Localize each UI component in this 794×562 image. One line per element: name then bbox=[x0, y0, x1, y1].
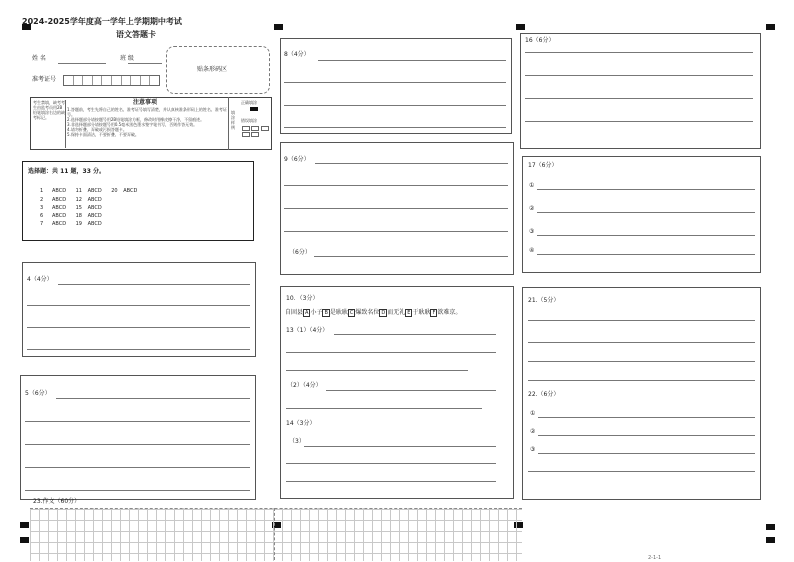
answer-line[interactable] bbox=[528, 342, 755, 343]
timing-mark bbox=[20, 522, 29, 528]
class-field[interactable] bbox=[128, 63, 162, 64]
answer-line[interactable] bbox=[537, 189, 755, 190]
answer-line[interactable] bbox=[284, 127, 506, 128]
answer-line[interactable] bbox=[25, 421, 250, 422]
answer-line[interactable] bbox=[286, 463, 496, 464]
answer-line[interactable] bbox=[284, 82, 506, 83]
wrong-fill-label: 错误填涂 bbox=[241, 118, 257, 123]
timing-mark bbox=[766, 537, 775, 543]
answer-line[interactable] bbox=[318, 60, 506, 61]
q5-label: 5（6分） bbox=[25, 390, 51, 397]
id-number-boxes[interactable] bbox=[63, 75, 160, 86]
name-field[interactable] bbox=[58, 63, 106, 64]
answer-line[interactable] bbox=[284, 185, 508, 186]
notice-items bbox=[67, 107, 227, 137]
q16-answer-box bbox=[520, 33, 761, 149]
q10-label: 10．（3分） bbox=[286, 295, 319, 302]
q13-label: 13（1）（4分） bbox=[286, 327, 329, 334]
fill-example-label: 填涂样例 bbox=[231, 110, 235, 130]
q22-mark-2: ② bbox=[530, 428, 536, 435]
answer-line[interactable] bbox=[537, 212, 755, 213]
barcode-label: 贴条形码区 bbox=[197, 66, 228, 73]
answer-line[interactable] bbox=[27, 305, 250, 306]
notice-item: 2.选择题部分请按题号用2B铅笔填涂方框，修改时用橡皮擦干净，不留痕迹。 bbox=[67, 117, 205, 122]
choice-row[interactable]: 1 ABCD 11 ABCD 20 ABCD bbox=[40, 188, 138, 194]
q10-sentence[interactable]: 自固县 A 小子 B 是耿耿 C 爆致名位 D 而无礼 E 于耿耿 F 欲难京。 bbox=[285, 309, 462, 316]
essay-grid[interactable] bbox=[30, 508, 522, 561]
class-label: 班 级 bbox=[120, 55, 134, 62]
timing-mark bbox=[20, 537, 29, 543]
q17-mark-2: ② bbox=[529, 205, 535, 212]
answer-line[interactable] bbox=[284, 231, 508, 232]
answer-line[interactable] bbox=[56, 398, 250, 399]
q8-answer-box bbox=[280, 38, 512, 134]
q22-mark-1: ① bbox=[530, 410, 536, 417]
answer-line[interactable] bbox=[538, 435, 755, 436]
notice-item: 3.非选择题部分请按题号用0.5毫米黑色墨水签字笔书写，否则作答无效。 bbox=[67, 122, 198, 127]
name-label: 姓 名 bbox=[32, 55, 46, 62]
q4-answer-box bbox=[22, 262, 256, 357]
notice-item: 1.答题前，考生先将自己的姓名、准考证号填写清楚，并认真核准条形码上的姓名、准考证号。 bbox=[67, 107, 227, 117]
answer-line[interactable] bbox=[284, 208, 508, 209]
exam-title: 2024-2025学年度高一学年上学期期中考试 bbox=[22, 17, 182, 26]
answer-line[interactable] bbox=[27, 327, 250, 328]
answer-line[interactable] bbox=[58, 284, 250, 285]
answer-line[interactable] bbox=[286, 352, 496, 353]
answer-line[interactable] bbox=[525, 98, 753, 99]
answer-line[interactable] bbox=[286, 481, 496, 482]
q4-label: 4（4分） bbox=[27, 276, 53, 283]
q13-part2-label: （2）（4分） bbox=[287, 382, 322, 389]
answer-line[interactable] bbox=[528, 471, 755, 472]
notice-item: 5.保持卡面清洁，不要折叠、不要弄破。 bbox=[67, 132, 139, 137]
q16-label: 16（6分） bbox=[525, 37, 555, 44]
page-number: 2-1-1 bbox=[648, 555, 662, 561]
q21-label: 21.（5分） bbox=[528, 297, 560, 304]
q5-answer-box bbox=[20, 375, 256, 500]
answer-line[interactable] bbox=[25, 444, 250, 445]
answer-line[interactable] bbox=[25, 490, 250, 491]
answer-line[interactable] bbox=[334, 334, 496, 335]
choice-title: 选择题：共 11 题，33 分。 bbox=[28, 168, 105, 175]
answer-line[interactable] bbox=[528, 380, 755, 381]
card-title: 语文答题卡 bbox=[116, 30, 156, 39]
answer-line[interactable] bbox=[538, 417, 755, 418]
q9-sub-label: （6分） bbox=[289, 249, 311, 256]
answer-line[interactable] bbox=[528, 361, 755, 362]
q17-answer-box bbox=[522, 156, 761, 273]
answer-line[interactable] bbox=[314, 256, 508, 257]
timing-mark bbox=[274, 24, 283, 30]
q17-label: 17（6分） bbox=[528, 162, 558, 169]
answer-line[interactable] bbox=[537, 254, 755, 255]
answer-line[interactable] bbox=[286, 408, 482, 409]
q10-14-answer-box bbox=[280, 286, 514, 499]
answer-line[interactable] bbox=[27, 349, 250, 350]
answer-line[interactable] bbox=[315, 163, 508, 164]
q22-label: 22.（6分） bbox=[528, 391, 560, 398]
choice-row[interactable]: 3 ABCD 15 ABCD bbox=[40, 205, 102, 211]
answer-line[interactable] bbox=[286, 370, 468, 371]
q14-label: 14（3分） bbox=[286, 420, 316, 427]
answer-line[interactable] bbox=[537, 235, 755, 236]
answer-line[interactable] bbox=[525, 121, 753, 122]
essay-grid-divider bbox=[274, 508, 275, 560]
notice-item: 4.请勿折叠、弄破或污损答题卡。 bbox=[67, 127, 127, 132]
answer-line[interactable] bbox=[25, 467, 250, 468]
q17-mark-3: ③ bbox=[529, 228, 535, 235]
correct-fill-label: 正确填涂 bbox=[241, 100, 257, 105]
choice-row[interactable]: 7 ABCD 19 ABCD bbox=[40, 221, 102, 227]
q9-label: 9（6分） bbox=[284, 156, 310, 163]
absence-note: 考生禁填，缺考考生由监考员用2B铅笔填涂右边的缺考标记。 bbox=[33, 100, 66, 148]
answer-line[interactable] bbox=[326, 390, 496, 391]
timing-mark bbox=[516, 24, 525, 30]
answer-line[interactable] bbox=[525, 75, 753, 76]
answer-line[interactable] bbox=[528, 320, 755, 321]
choice-row[interactable]: 2 ABCD 12 ABCD bbox=[40, 197, 102, 203]
id-label: 准考证号 bbox=[32, 76, 57, 83]
q22-mark-3: ③ bbox=[530, 446, 536, 453]
choice-row[interactable]: 6 ABCD 18 ABCD bbox=[40, 213, 102, 219]
fill-example-divider bbox=[228, 97, 229, 150]
notice-title: 注意事项 bbox=[133, 99, 158, 106]
q14-part3-label: （3） bbox=[289, 438, 305, 445]
essay-label: 23.作文（60分） bbox=[33, 498, 81, 505]
timing-mark bbox=[766, 524, 775, 530]
answer-line[interactable] bbox=[304, 446, 496, 447]
timing-mark bbox=[766, 24, 775, 30]
answer-line[interactable] bbox=[525, 52, 753, 53]
q17-mark-1: ① bbox=[529, 182, 535, 189]
answer-line[interactable] bbox=[538, 453, 755, 454]
answer-line[interactable] bbox=[284, 105, 506, 106]
q8-label: 8（4分） bbox=[284, 51, 310, 58]
wrong-fill-examples bbox=[242, 126, 270, 138]
correct-fill-example bbox=[250, 107, 258, 111]
q17-mark-4: ④ bbox=[529, 247, 535, 254]
